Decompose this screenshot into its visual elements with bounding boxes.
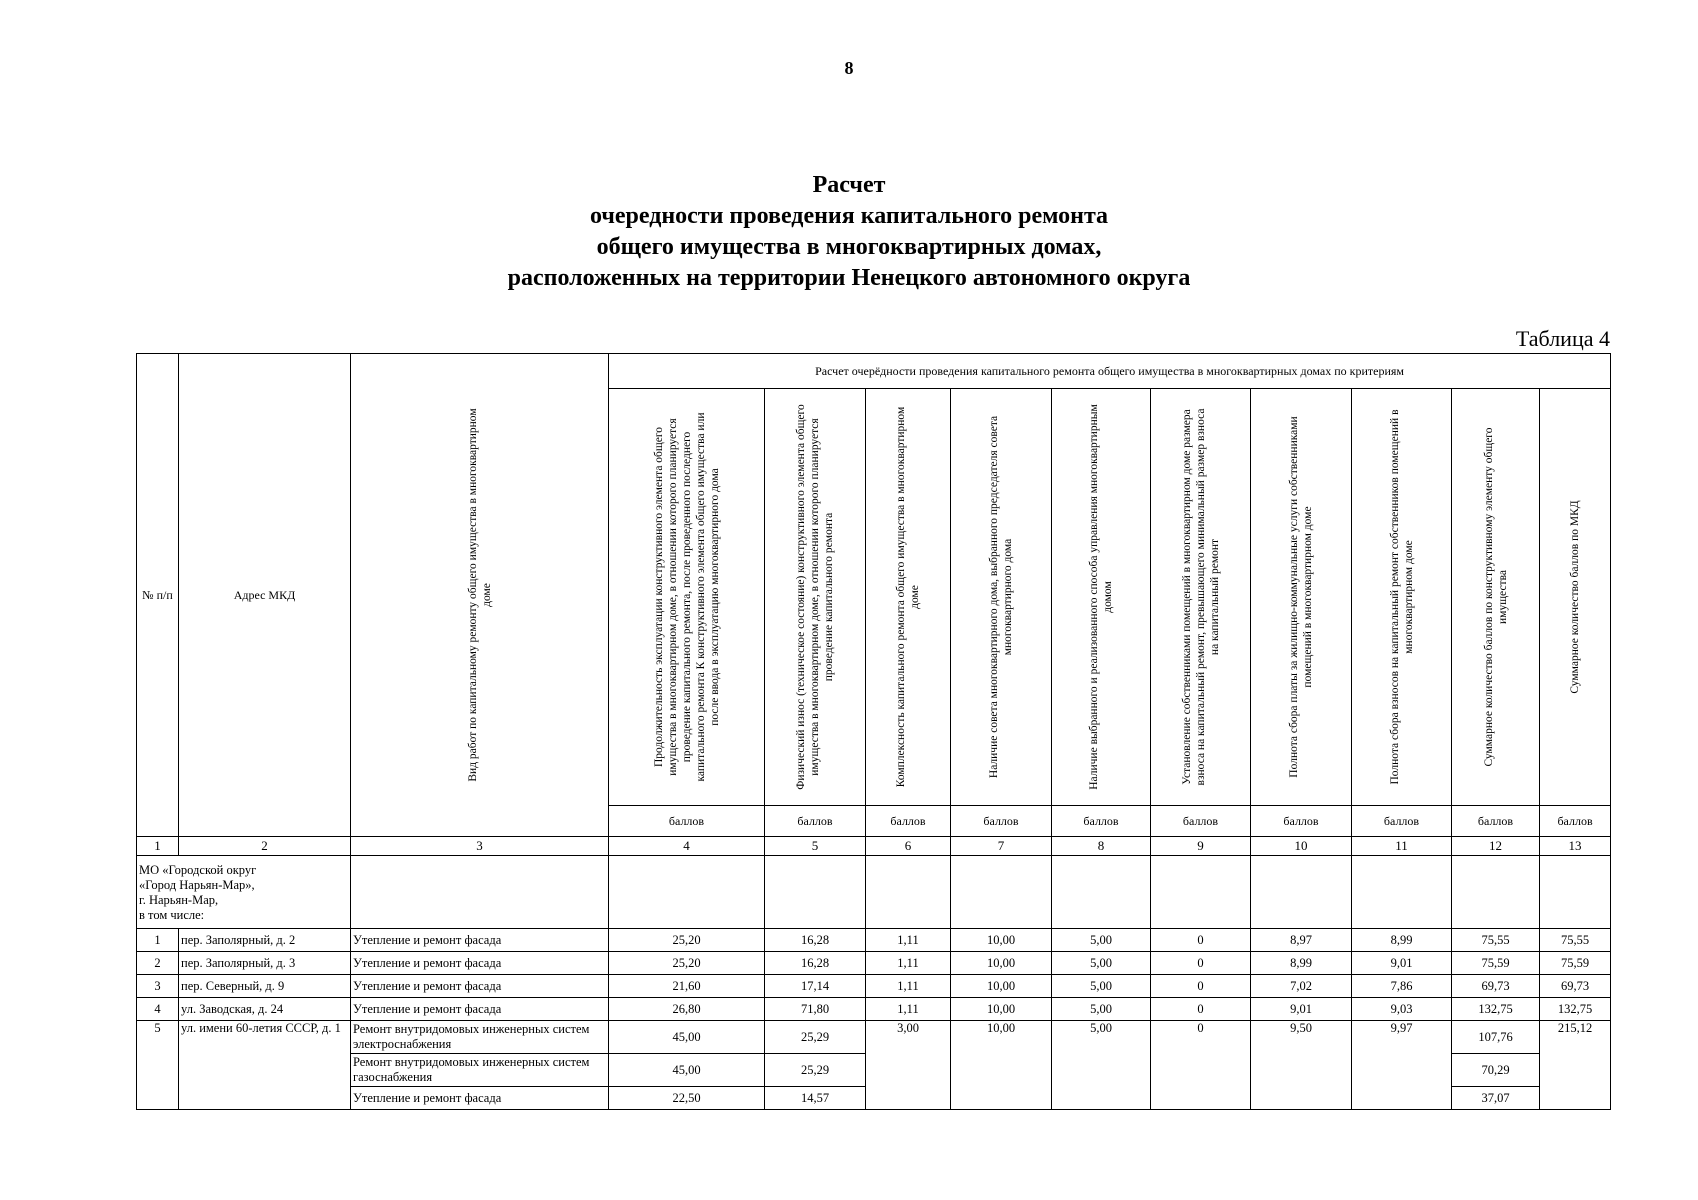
- criteria-header-13: Суммарное количество баллов по МКД: [1540, 389, 1611, 806]
- criteria-header-5: Физический износ (техническое состояние) конструктивного элемента общего имущества в многоквартирном доме, в отношении которого планируется проведение капитального ремонта: [765, 389, 866, 806]
- criteria-header-7: Наличие совета многоквартирного дома, выбранного председателя совета многоквартирного дома: [951, 389, 1052, 806]
- table-row: 5 ул. имени 60-летия СССР, д. 1 Ремонт внутридомовых инженерных систем электроснабжения 45,00 25,29 3,00 10,00 5,00 0 9,50 9,97 107,76 215,12: [137, 1021, 1611, 1054]
- column-number: 8: [1052, 837, 1151, 856]
- criteria-header-12: Суммарное количество баллов по конструктивному элементу общего имущества: [1452, 389, 1540, 806]
- column-number: 6: [866, 837, 951, 856]
- column-number: 7: [951, 837, 1052, 856]
- criteria-super-header: Расчет очерёдности проведения капитального ремонта общего имущества в многоквартирных домах по критериям: [609, 354, 1611, 389]
- unit-cell: баллов: [1540, 806, 1611, 837]
- column-number: 3: [351, 837, 609, 856]
- column-number: 12: [1452, 837, 1540, 856]
- column-number: 4: [609, 837, 765, 856]
- title-line-2: очередности проведения капитального ремонта: [589, 203, 1109, 229]
- column-number: 5: [765, 837, 866, 856]
- table-row: Ремонт внутридомовых инженерных систем газоснабжения 45,00 25,29 70,29: [137, 1054, 1611, 1087]
- unit-cell: баллов: [609, 806, 765, 837]
- table-row: 2 пер. Заполярный, д. 3 Утепление и ремонт фасада 25,20 16,28 1,11 10,00 5,00 0 8,99 9,01 75,59 75,59: [137, 952, 1611, 975]
- column-number: 10: [1251, 837, 1352, 856]
- title-line-4: расположенных на территории Ненецкого автономного округа: [507, 265, 1191, 291]
- unit-cell: баллов: [951, 806, 1052, 837]
- column-number: 11: [1352, 837, 1452, 856]
- column-number: 9: [1151, 837, 1251, 856]
- table-row: 4 ул. Заводская, д. 24 Утепление и ремонт фасада 26,80 71,80 1,11 10,00 5,00 0 9,01 9,03 132,75 132,75: [137, 998, 1611, 1021]
- unit-cell: баллов: [1052, 806, 1151, 837]
- priority-table: [136, 353, 1611, 1110]
- table-row: Утепление и ремонт фасада 22,50 14,57 37,07: [137, 1087, 1611, 1110]
- unit-cell: баллов: [1251, 806, 1352, 837]
- header-work-type: Вид работ по капитальному ремонту общего имущества в многоквартирном доме: [351, 354, 609, 837]
- table-row: 1 пер. Заполярный, д. 2 Утепление и ремонт фасада 25,20 16,28 1,11 10,00 5,00 0 8,97 8,99 75,55 75,55: [137, 929, 1611, 952]
- criteria-header-8: Наличие выбранного и реализованного способа управления многоквартирным домом: [1052, 389, 1151, 806]
- unit-cell: баллов: [765, 806, 866, 837]
- column-number: 1: [137, 837, 179, 856]
- header-address: Адрес МКД: [179, 354, 351, 837]
- table-row: 3 пер. Северный, д. 9 Утепление и ремонт фасада 21,60 17,14 1,11 10,00 5,00 0 7,02 7,86 69,73 69,73: [137, 975, 1611, 998]
- criteria-header-6: Комплексность капитального ремонта общего имущества в многоквартирном доме: [866, 389, 951, 806]
- group-row: [137, 856, 1611, 929]
- page-number: 8: [844, 58, 854, 78]
- unit-cell: баллов: [866, 806, 951, 837]
- criteria-header-4: Продолжительность эксплуатации конструктивного элемента общего имущества в многоквартирном доме, в отношении которого планируется проведение капитального ремонта, после проведенного последнего капитального ремонта К конструктивного элемента общего имущества или после ввода в эксплуатацию многоквартирного дома: [609, 389, 765, 806]
- document-title: [0, 170, 1698, 294]
- unit-cell: баллов: [1151, 806, 1251, 837]
- column-number: 2: [179, 837, 351, 856]
- criteria-header-10: Полнота сбора платы за жилищно-коммунальные услуги собственниками помещений в многоквартирном доме: [1251, 389, 1352, 806]
- criteria-header-9: Установление собственниками помещений в многоквартирном доме размера взноса на капитальный ремонт, превышающего минимальный размер взноса на капитальный ремонт: [1151, 389, 1251, 806]
- unit-cell: баллов: [1352, 806, 1452, 837]
- unit-cell: баллов: [1452, 806, 1540, 837]
- group-label: МО «Городской округ «Город Нарьян-Мар», г. Нарьян-Мар, в том числе:: [137, 856, 351, 929]
- criteria-header-11: Полнота сбора взносов на капитальный ремонт собственников помещений в многоквартирном доме: [1352, 389, 1452, 806]
- column-number: 13: [1540, 837, 1611, 856]
- title-line-1: Расчет: [812, 172, 886, 198]
- table-label: Таблица 4: [1515, 326, 1610, 351]
- title-line-3: общего имущества в многоквартирных домах,: [596, 234, 1102, 260]
- header-num: № п/п: [137, 354, 179, 837]
- column-numbers-row: [137, 837, 1611, 856]
